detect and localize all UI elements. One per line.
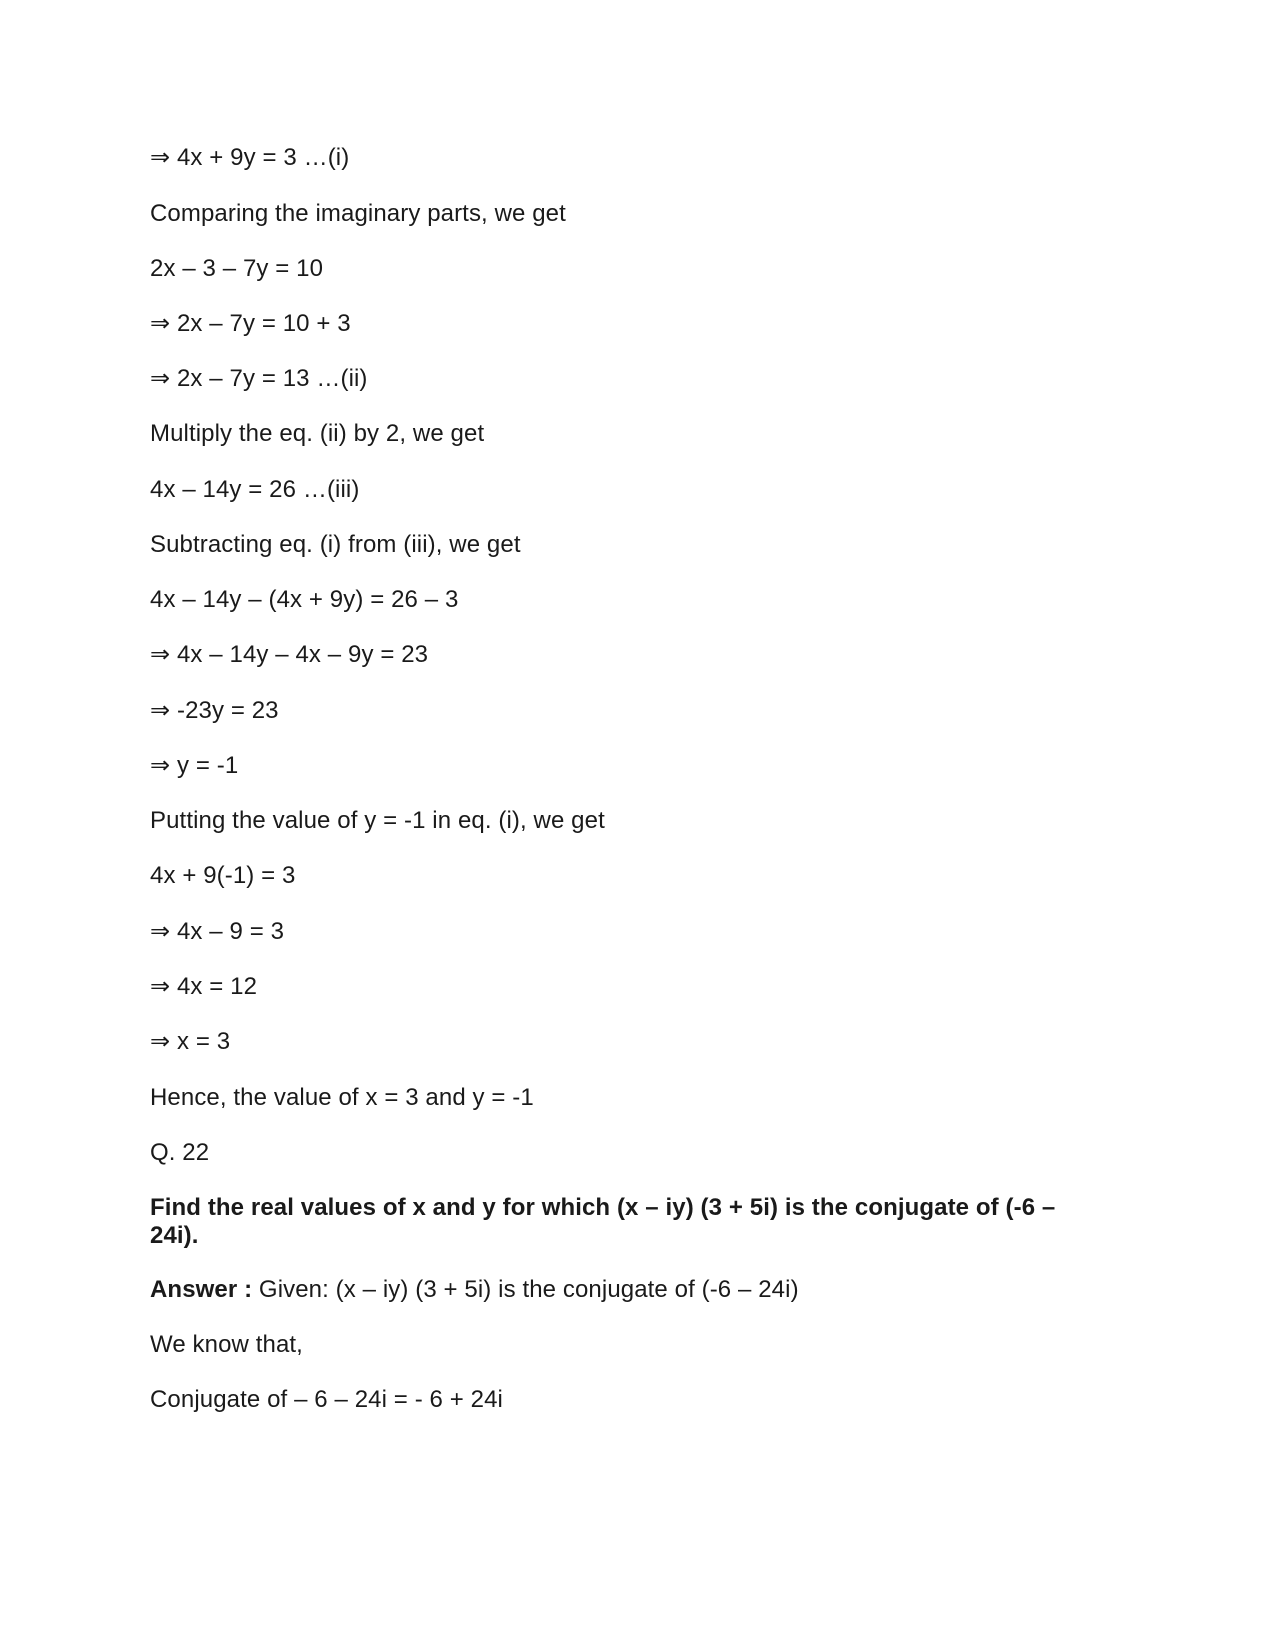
equation-line: 4x – 14y – (4x + 9y) = 26 – 3 bbox=[150, 586, 459, 613]
text-line: Subtracting eq. (i) from (iii), we get bbox=[150, 531, 521, 558]
equation-line: ⇒ 2x – 7y = 13 …(ii) bbox=[150, 365, 368, 392]
equation-line: Conjugate of – 6 – 24i = - 6 + 24i bbox=[150, 1386, 503, 1413]
question-number: Q. 22 bbox=[150, 1139, 210, 1166]
equation-line: ⇒ -23y = 23 bbox=[150, 697, 279, 724]
answer-label: Answer : bbox=[150, 1276, 253, 1303]
equation-line: ⇒ 4x + 9y = 3 …(i) bbox=[150, 144, 350, 171]
text-line: We know that, bbox=[150, 1331, 303, 1358]
equation-line: 4x – 14y = 26 …(iii) bbox=[150, 476, 360, 503]
equation-line: ⇒ 4x – 9 = 3 bbox=[150, 918, 285, 945]
text-line: Putting the value of y = -1 in eq. (i), we get bbox=[150, 807, 605, 834]
equation-line: ⇒ y = -1 bbox=[150, 752, 239, 779]
text-line: Multiply the eq. (ii) by 2, we get bbox=[150, 420, 485, 447]
text-line: Hence, the value of x = 3 and y = -1 bbox=[150, 1084, 534, 1111]
text-line: Comparing the imaginary parts, we get bbox=[150, 200, 566, 227]
question-text: Find the real values of x and y for which (x – iy) (3 + 5i) is the conjugate of (-6 – 24i). bbox=[150, 1194, 1056, 1249]
equation-line: ⇒ 2x – 7y = 10 + 3 bbox=[150, 310, 351, 337]
equation-line: 2x – 3 – 7y = 10 bbox=[150, 255, 324, 282]
equation-line: ⇒ 4x = 12 bbox=[150, 973, 258, 1000]
answer-line bbox=[150, 1276, 1100, 1304]
answer-text: Given: (x – iy) (3 + 5i) is the conjugate of (-6 – 24i) bbox=[252, 1276, 799, 1303]
equation-line: ⇒ 4x – 14y – 4x – 9y = 23 bbox=[150, 641, 429, 668]
equation-line: ⇒ x = 3 bbox=[150, 1028, 231, 1055]
equation-line: 4x + 9(-1) = 3 bbox=[150, 862, 296, 889]
